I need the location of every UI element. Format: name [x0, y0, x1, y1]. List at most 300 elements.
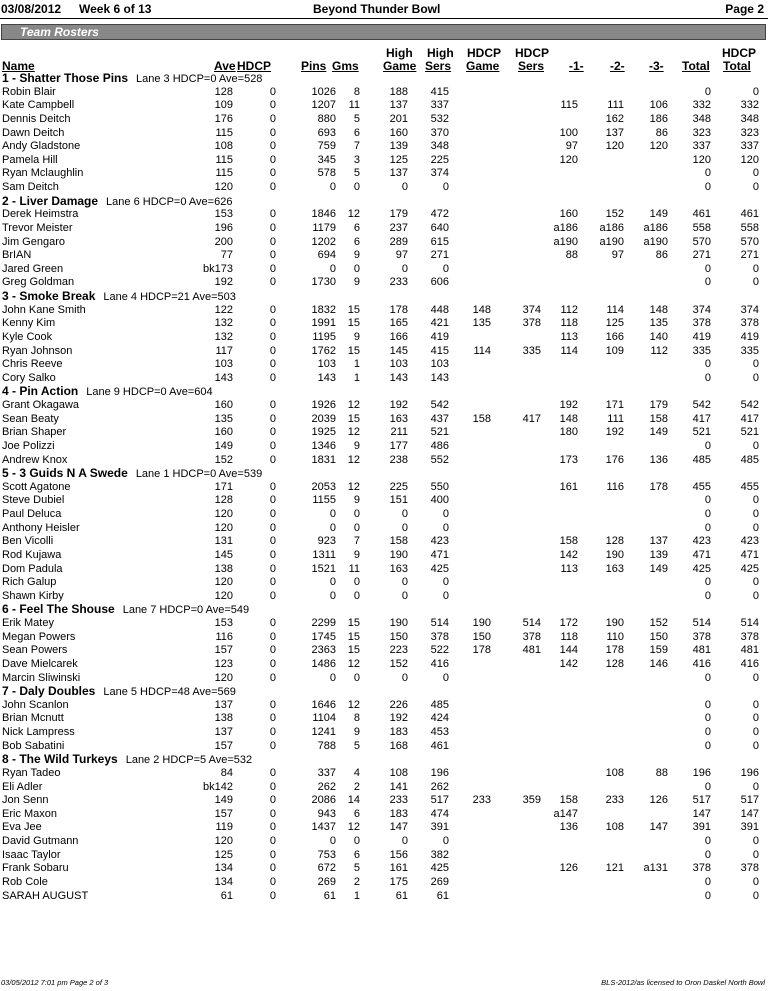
col-name: Name [2, 59, 35, 73]
high-series: 416 [430, 657, 449, 670]
pins: 578 [317, 167, 336, 180]
hdcp-total: 419 [740, 330, 759, 343]
handicap: 0 [269, 181, 276, 193]
game-3: 149 [649, 562, 668, 575]
high-game: 152 [389, 657, 408, 670]
player-row [0, 672, 768, 686]
high-series: 400 [430, 494, 449, 507]
team-info: Lane 1 HDCP=0 Ave=539 [135, 468, 263, 481]
high-series: 0 [442, 181, 449, 193]
player-row [0, 167, 768, 181]
col-game1: -1- [569, 59, 584, 73]
games: 1 [353, 889, 360, 902]
handicap: 0 [269, 698, 276, 711]
section-title: Team Rosters [20, 25, 99, 39]
high-game: 183 [389, 726, 408, 738]
game-2: 152 [605, 208, 624, 221]
high-series: 0 [442, 576, 449, 589]
hdcp-total: 0 [752, 698, 759, 711]
hdcp-total: 0 [752, 848, 759, 861]
pins: 1745 [311, 630, 336, 643]
high-series: 271 [430, 249, 449, 262]
total: 0 [704, 521, 711, 534]
games: 9 [353, 439, 360, 452]
hdcp-total: 378 [740, 317, 759, 330]
total: 0 [704, 358, 711, 371]
handicap: 0 [269, 739, 276, 752]
hdcp-total: 0 [752, 576, 759, 589]
average: 132 [214, 330, 233, 343]
player-row [0, 317, 768, 331]
high-series: 521 [430, 426, 449, 439]
average: 109 [214, 99, 233, 112]
pins: 1730 [311, 276, 336, 289]
games: 7 [353, 535, 360, 548]
games: 15 [347, 344, 360, 357]
player-row [0, 835, 768, 849]
average: 160 [214, 399, 233, 411]
game-2: 171 [605, 399, 624, 411]
high-series: 391 [430, 821, 449, 834]
games: 1 [353, 358, 360, 371]
game-3: 149 [649, 426, 668, 439]
player-row [0, 699, 768, 713]
player-name: Marcin Sliwinski [2, 671, 81, 684]
total: 455 [692, 480, 711, 493]
player-name: Andrew Knox [2, 453, 68, 466]
team-title: 3 - Smoke Break Lane 4 HDCP=21 Ave=503 [2, 289, 236, 303]
total: 0 [704, 726, 711, 738]
player-name: Dom Padula [2, 562, 63, 575]
column-headers [0, 46, 768, 72]
games: 0 [353, 521, 360, 534]
average: 200 [214, 235, 233, 248]
handicap: 0 [269, 821, 276, 834]
player-name: John Scanlon [2, 698, 69, 711]
col-high-game-top: High [386, 46, 413, 60]
player-row [0, 454, 768, 468]
pins: 788 [317, 739, 336, 752]
player-name: Frank Sobaru [2, 862, 69, 875]
total: 335 [692, 344, 711, 357]
average: 196 [214, 221, 233, 234]
average: 123 [214, 657, 233, 670]
high-game: 289 [389, 235, 408, 248]
pins: 1437 [311, 821, 336, 834]
team-title: 1 - Shatter Those Pins Lane 3 HDCP=0 Ave=528 [2, 71, 263, 85]
high-series: 425 [430, 562, 449, 575]
player-row [0, 794, 768, 808]
high-game: 178 [389, 303, 408, 316]
total: 0 [704, 712, 711, 725]
player-row [0, 372, 768, 386]
player-name: Ryan Tadeo [2, 766, 61, 779]
total: 461 [692, 208, 711, 221]
high-game: 137 [389, 167, 408, 180]
pins: 0 [329, 508, 336, 520]
player-name: Andy Gladstone [2, 140, 81, 153]
games: 9 [353, 726, 360, 738]
player-row [0, 86, 768, 100]
average: 192 [214, 276, 233, 289]
high-game: 192 [389, 712, 408, 725]
hdcp-total: 348 [740, 112, 759, 125]
handicap: 0 [269, 508, 276, 520]
games: 12 [347, 453, 360, 466]
handicap: 0 [269, 576, 276, 589]
hdcp-total: 0 [752, 889, 759, 902]
high-series: 337 [430, 99, 449, 112]
game-3: a186 [643, 221, 668, 234]
player-row [0, 549, 768, 563]
total: 521 [692, 426, 711, 439]
pins: 1195 [312, 330, 336, 343]
pins: 1104 [312, 712, 336, 725]
game-3: 149 [649, 208, 668, 221]
games: 0 [353, 181, 360, 193]
average: 131 [214, 535, 233, 548]
player-name: Dawn Deitch [2, 126, 65, 139]
high-series: 0 [442, 262, 449, 275]
games: 0 [353, 835, 360, 847]
high-series: 425 [430, 862, 449, 875]
handicap: 0 [269, 889, 276, 902]
handicap: 0 [269, 535, 276, 548]
col-game3: -3- [649, 59, 664, 73]
player-row [0, 849, 768, 863]
player-name: Bob Sabatini [2, 739, 65, 752]
hdcp-total: 461 [740, 208, 759, 221]
hdcp-total: 570 [740, 235, 759, 248]
game-1: 173 [559, 453, 578, 466]
pins: 753 [317, 848, 336, 861]
player-row [0, 617, 768, 631]
game-3: 159 [649, 644, 668, 657]
hdcp-series: 335 [522, 344, 541, 357]
high-game: 179 [389, 208, 408, 221]
hdcp-total: 0 [752, 875, 759, 888]
handicap: 0 [269, 671, 276, 684]
high-game: 166 [389, 330, 408, 343]
hdcp-total: 378 [740, 630, 759, 643]
game-1: 126 [559, 862, 578, 875]
games: 6 [353, 848, 360, 861]
game-2: a186 [599, 221, 624, 234]
player-row [0, 99, 768, 113]
average: 128 [214, 494, 233, 507]
handicap: 0 [269, 221, 276, 234]
player-row [0, 413, 768, 427]
games: 12 [347, 399, 360, 411]
game-1: 142 [559, 548, 578, 561]
high-series: 448 [430, 303, 449, 316]
pins: 1486 [311, 657, 336, 670]
game-1: 118 [560, 317, 578, 330]
total: 337 [692, 140, 711, 153]
average: 61 [220, 889, 233, 902]
pins: 0 [329, 262, 336, 275]
average: 77 [220, 249, 233, 262]
high-series: 415 [430, 85, 449, 98]
report-date: 03/08/2012 [1, 2, 62, 16]
game-3: 86 [655, 249, 668, 262]
handicap: 0 [269, 358, 276, 371]
pins: 694 [317, 249, 336, 262]
high-game: 161 [389, 862, 408, 875]
week-label: Week 6 of 13 [79, 2, 152, 16]
pins: 345 [317, 153, 336, 166]
col-ave: Ave [214, 59, 236, 73]
player-name: Rod Kujawa [2, 548, 62, 561]
game-2: 128 [605, 535, 624, 548]
pins: 1179 [312, 221, 336, 234]
col-high-game: Game [383, 59, 417, 73]
total: 0 [704, 439, 711, 452]
high-game: 237 [389, 221, 408, 234]
average: 132 [214, 317, 233, 330]
games: 15 [347, 317, 360, 330]
team-header [0, 467, 768, 481]
high-game: 165 [389, 317, 408, 330]
player-name: Jim Gengaro [2, 235, 65, 248]
games: 15 [347, 303, 360, 316]
player-row [0, 631, 768, 645]
game-1: 148 [559, 412, 578, 425]
high-game: 141 [389, 780, 408, 793]
total: 378 [692, 630, 711, 643]
team-title: 4 - Pin Action Lane 9 HDCP=0 Ave=604 [2, 384, 213, 399]
pins: 0 [329, 835, 336, 847]
high-game: 201 [389, 112, 408, 125]
game-1: 114 [560, 344, 578, 357]
total: 374 [692, 303, 711, 316]
game-1: 172 [559, 617, 578, 629]
pins: 1832 [311, 303, 336, 316]
handicap: 0 [269, 426, 276, 439]
total: 378 [692, 862, 711, 875]
handicap: 0 [269, 112, 276, 125]
game-1: 136 [559, 821, 578, 834]
handicap: 0 [269, 303, 276, 316]
games: 0 [353, 671, 360, 684]
player-row [0, 522, 768, 536]
hdcp-total: 517 [740, 794, 759, 807]
high-game: 150 [389, 630, 408, 643]
game-3: 86 [655, 126, 668, 139]
player-row [0, 535, 768, 549]
games: 12 [347, 698, 360, 711]
total: 0 [704, 848, 711, 861]
high-series: 471 [430, 548, 449, 561]
average: 171 [214, 480, 233, 493]
pins: 1925 [311, 426, 336, 439]
handicap: 0 [269, 99, 276, 112]
player-name: Paul Deluca [2, 508, 62, 520]
team-header [0, 753, 768, 767]
high-series: 196 [430, 766, 449, 779]
total: 542 [692, 399, 711, 411]
high-series: 370 [430, 126, 449, 139]
games: 15 [347, 630, 360, 643]
handicap: 0 [269, 617, 276, 629]
total: 0 [704, 875, 711, 888]
player-name: Joe Polizzi [2, 439, 55, 452]
pins: 1207 [311, 99, 336, 112]
games: 6 [353, 807, 360, 820]
high-game: 160 [389, 126, 408, 139]
handicap: 0 [269, 344, 276, 357]
player-row [0, 740, 768, 754]
col-hdcp-game: Game [466, 59, 500, 73]
team-info: Lane 4 HDCP=21 Ave=503 [103, 291, 236, 303]
game-2: 128 [605, 657, 624, 670]
game-3: 139 [649, 548, 668, 561]
player-name: Dave Mielcarek [2, 657, 78, 670]
game-3: 136 [649, 453, 668, 466]
games: 14 [347, 794, 360, 807]
player-name: Grant Okagawa [2, 399, 80, 411]
hdcp-game: 148 [472, 303, 491, 316]
game-2: 176 [605, 453, 624, 466]
pins: 143 [317, 371, 336, 384]
team-title: 8 - The Wild Turkeys Lane 2 HDCP=5 Ave=532 [2, 752, 253, 767]
average: 120 [214, 508, 233, 520]
hdcp-total: 147 [740, 807, 759, 820]
player-name: Steve Dubiel [2, 494, 65, 507]
average: 116 [215, 630, 233, 643]
game-2: 116 [606, 480, 624, 493]
handicap: 0 [269, 317, 276, 330]
pins: 2086 [311, 794, 336, 807]
team-header [0, 603, 768, 617]
game-3: 88 [655, 766, 668, 779]
pins: 1521 [311, 562, 336, 575]
player-name: Shawn Kirby [2, 589, 64, 602]
hdcp-total: 423 [740, 535, 759, 548]
average: 137 [214, 698, 233, 711]
average: 117 [215, 344, 233, 357]
handicap: 0 [269, 235, 276, 248]
player-name: Brian Mcnutt [2, 712, 64, 725]
average: 120 [214, 589, 233, 602]
handicap: 0 [269, 249, 276, 262]
hdcp-game: 190 [472, 617, 491, 629]
player-row [0, 767, 768, 781]
games: 15 [347, 644, 360, 657]
game-1: a186 [553, 221, 578, 234]
average: 153 [214, 208, 233, 221]
game-2: 163 [605, 562, 624, 575]
average: 135 [214, 412, 233, 425]
average: 157 [214, 807, 233, 820]
col-hdcp: HDCP [237, 59, 272, 73]
team-info: Lane 9 HDCP=0 Ave=604 [86, 386, 213, 399]
high-series: 415 [430, 344, 449, 357]
hdcp-total: 337 [740, 140, 759, 153]
team-info: Lane 2 HDCP=5 Ave=532 [125, 754, 253, 767]
player-name: Eric Maxon [2, 807, 58, 820]
player-row [0, 263, 768, 277]
game-2: 110 [606, 630, 624, 643]
average: 157 [214, 739, 233, 752]
game-1: 118 [560, 630, 578, 643]
games: 5 [353, 739, 360, 752]
high-series: 550 [430, 480, 449, 493]
game-1: 88 [565, 249, 578, 262]
hdcp-series: 378 [522, 630, 541, 643]
col-high-sers-top: High [427, 46, 454, 60]
player-row [0, 781, 768, 795]
average: 120 [214, 181, 233, 193]
hdcp-total: 0 [752, 494, 759, 507]
pins: 1346 [311, 439, 336, 452]
game-3: 150 [649, 630, 668, 643]
game-1: 180 [559, 426, 578, 439]
high-series: 615 [430, 235, 449, 248]
high-game: 139 [389, 140, 408, 153]
game-2: 97 [611, 249, 624, 262]
player-row [0, 140, 768, 154]
game-2: 190 [605, 617, 624, 629]
player-name: Isaac Taylor [2, 848, 61, 861]
high-game: 61 [395, 889, 408, 902]
player-row [0, 658, 768, 672]
hdcp-total: 0 [752, 589, 759, 602]
games: 0 [353, 508, 360, 520]
hdcp-total: 271 [740, 249, 759, 262]
games: 12 [347, 208, 360, 221]
pins: 1646 [311, 698, 336, 711]
game-3: 140 [649, 330, 668, 343]
pins: 0 [329, 576, 336, 589]
total: 0 [704, 698, 711, 711]
high-series: 262 [430, 780, 449, 793]
average: 103 [214, 358, 233, 371]
team-info: Lane 3 HDCP=0 Ave=528 [136, 73, 263, 85]
game-3: a190 [643, 235, 668, 248]
games: 0 [353, 262, 360, 275]
game-2: 111 [607, 99, 624, 112]
game-2: 121 [605, 862, 624, 875]
games: 7 [353, 140, 360, 153]
game-2: 137 [605, 126, 624, 139]
high-game: 0 [401, 576, 408, 589]
player-row [0, 249, 768, 263]
hdcp-total: 335 [740, 344, 759, 357]
high-series: 542 [430, 399, 449, 411]
high-series: 419 [430, 330, 449, 343]
player-name: Jon Senn [2, 794, 49, 807]
hdcp-total: 481 [740, 644, 759, 657]
games: 9 [353, 249, 360, 262]
hdcp-total: 485 [740, 453, 759, 466]
average: bk173 [203, 262, 233, 275]
average: 120 [214, 521, 233, 534]
average: 115 [215, 153, 233, 166]
high-series: 423 [430, 535, 449, 548]
pins: 1155 [312, 494, 336, 507]
high-game: 233 [389, 794, 408, 807]
high-game: 156 [389, 848, 408, 861]
high-game: 103 [389, 358, 408, 371]
team-roster-table [0, 72, 768, 903]
high-series: 640 [430, 221, 449, 234]
high-game: 238 [389, 453, 408, 466]
handicap: 0 [269, 330, 276, 343]
header-rule [0, 18, 768, 19]
high-game: 108 [389, 766, 408, 779]
handicap: 0 [269, 85, 276, 98]
